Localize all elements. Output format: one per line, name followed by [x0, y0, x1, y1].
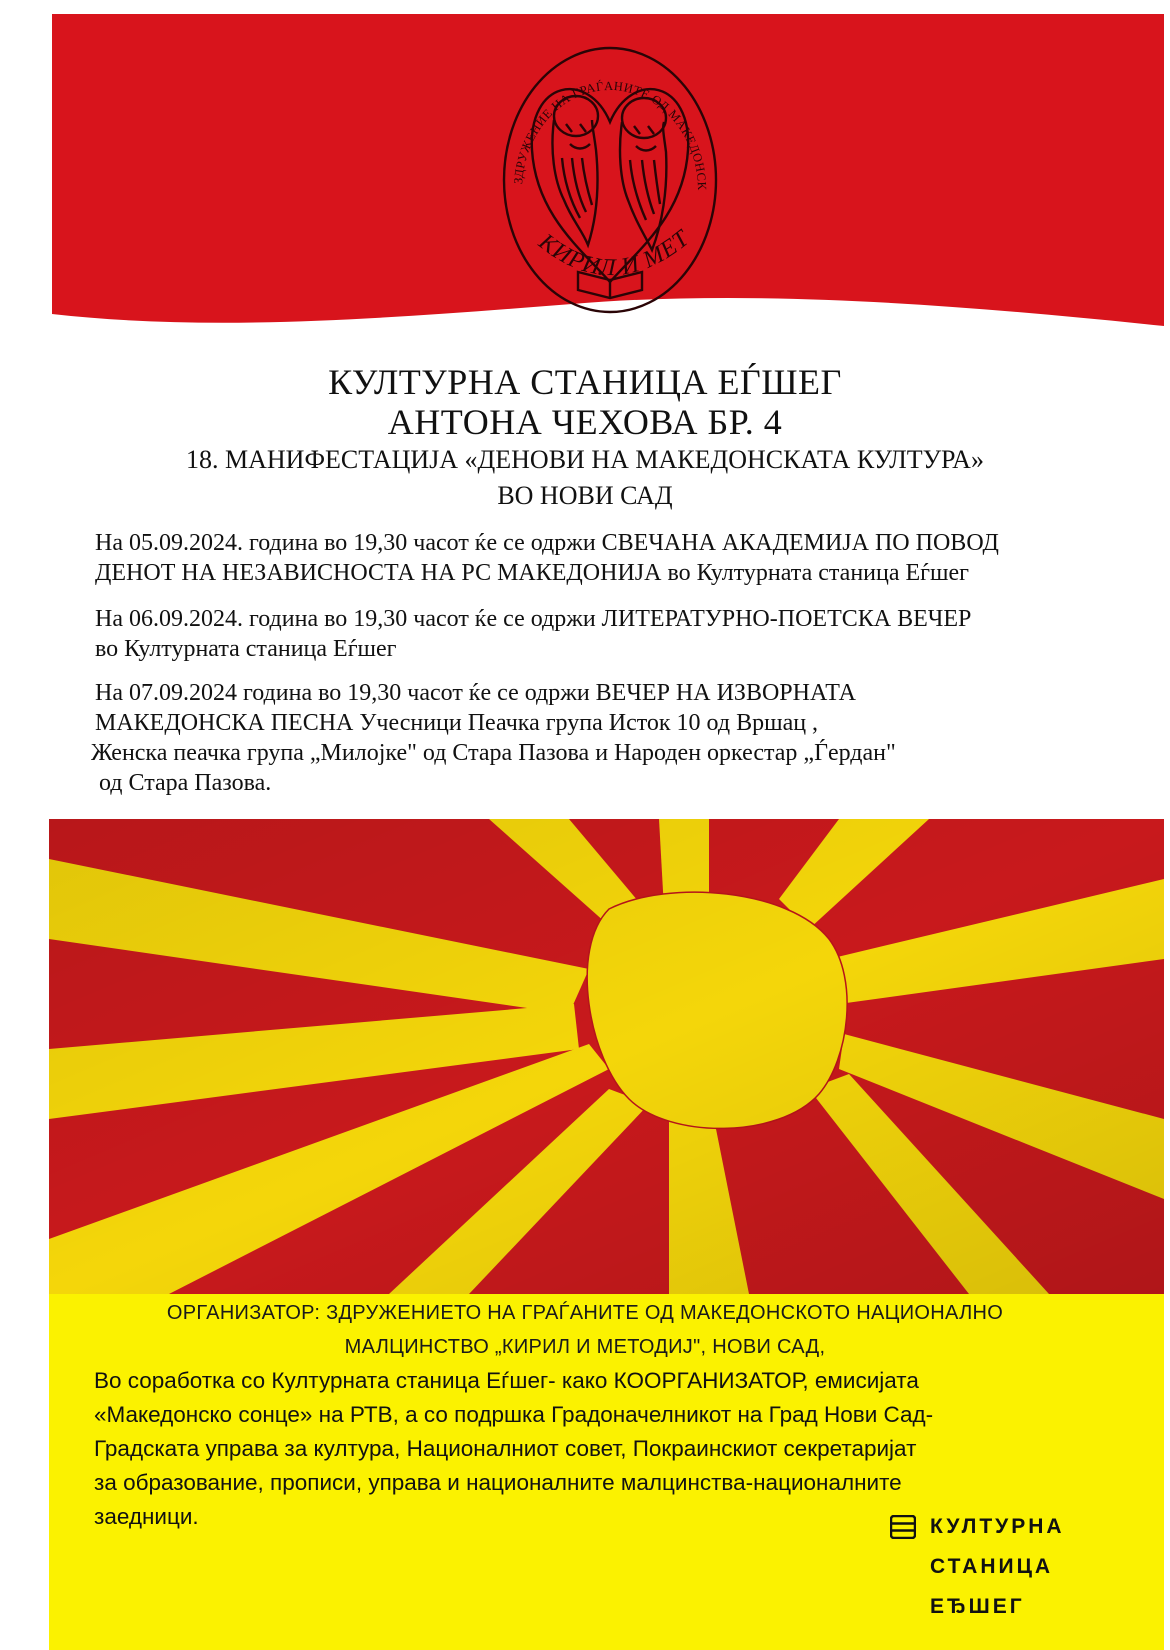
event-line: На 06.09.2024. година во 19,30 часот ќе се одржи ЛИТЕРАТУРНО-ПОЕТСКА ВЕЧЕР: [95, 606, 972, 632]
organizer-line: МАЛЦИНСТВО „КИРИЛ И МЕТОДИЈ", НОВИ САД,: [344, 1336, 826, 1358]
cooperation-line: за образование, прописи, управа и националните малцинства-националните: [94, 1470, 902, 1495]
event-header: [0, 362, 1170, 514]
festival-city: ВО НОВИ САД: [497, 481, 673, 510]
event-list: [91, 528, 1135, 814]
event-line: од Стара Пазова.: [93, 770, 272, 796]
logo-text: КУЛТУРНА: [930, 1515, 1065, 1538]
svg-text:ЗДРУЖЕНИЕ НА ГРАЃАНИТЕ ОД МАКЕ: [492, 40, 709, 191]
venue-address: АНТОНА ЧЕХОВА БР. 4: [387, 402, 783, 442]
emblem-bottom-text: КИРИЛ И МЕТ: [533, 225, 695, 282]
logo-text: СТАНИЦА: [930, 1555, 1054, 1578]
organizer-line: ОРГАНИЗАТОР: ЗДРУЖЕНИЕТО НА ГРАЃАНИТЕ ОД МАКЕДОНСКОТО НАЦИОНАЛНО: [166, 1302, 1004, 1324]
event-line: ДЕНОТ НА НЕЗАВИСНОСТА НА РС МАКЕДОНИЈА во Културната станица Еѓшег: [95, 560, 969, 586]
cooperation-line: Градската управа за култура, Националниот совет, Покраинскиот секретаријат: [94, 1436, 917, 1461]
event-line: во Културната станица Еѓшег: [95, 636, 397, 662]
event-line: На 05.09.2024. година во 19,30 часот ќе се одржи СВЕЧАНА АКАДЕМИЈА ПО ПОВОД: [95, 530, 999, 556]
organizer-block: [0, 1296, 1170, 1364]
event-line: На 07.09.2024 година во 19,30 часот ќе се одржи ВЕЧЕР НА ИЗВОРНАТА: [95, 680, 856, 706]
macedonian-flag-image: [49, 819, 1164, 1294]
event-item: [95, 528, 1135, 588]
event-line: МАКЕДОНСКА ПЕСНА Учесници Пеачка група Исток 10 од Вршац ,: [95, 710, 819, 736]
event-item: [91, 678, 1135, 798]
kulturna-stanica-logo: [930, 1507, 1130, 1627]
event-line: Женска пеачка група „Милојке" од Стара Пазова и Народен оркестар „Ѓердан": [91, 740, 896, 766]
stacked-lines-icon: [890, 1515, 916, 1539]
logo-text: ЕЂШЕГ: [930, 1595, 1025, 1618]
cooperation-line: заедници.: [94, 1504, 199, 1529]
kiril-metodij-emblem: [492, 40, 728, 324]
cooperation-line: «Македонско сонце» на РТВ, а со подршка Градоначелникот на Град Нови Сад-: [94, 1402, 934, 1427]
emblem-ring-text: ЗДРУЖЕНИЕ НА ГРАЃАНИТЕ ОД МАКЕДОНСК: [511, 78, 710, 191]
festival-title: 18. МАНИФЕСТАЦИЈА «ДЕНОВИ НА МАКЕДОНСКАТА КУЛТУРА»: [186, 445, 984, 474]
cooperation-line: Во соработка со Културната станица Еѓшег- како КООРГАНИЗАТОР, емисијата: [94, 1368, 919, 1393]
event-item: [95, 604, 1135, 664]
venue-title: КУЛТУРНА СТАНИЦА ЕЃШЕГ: [328, 362, 842, 402]
